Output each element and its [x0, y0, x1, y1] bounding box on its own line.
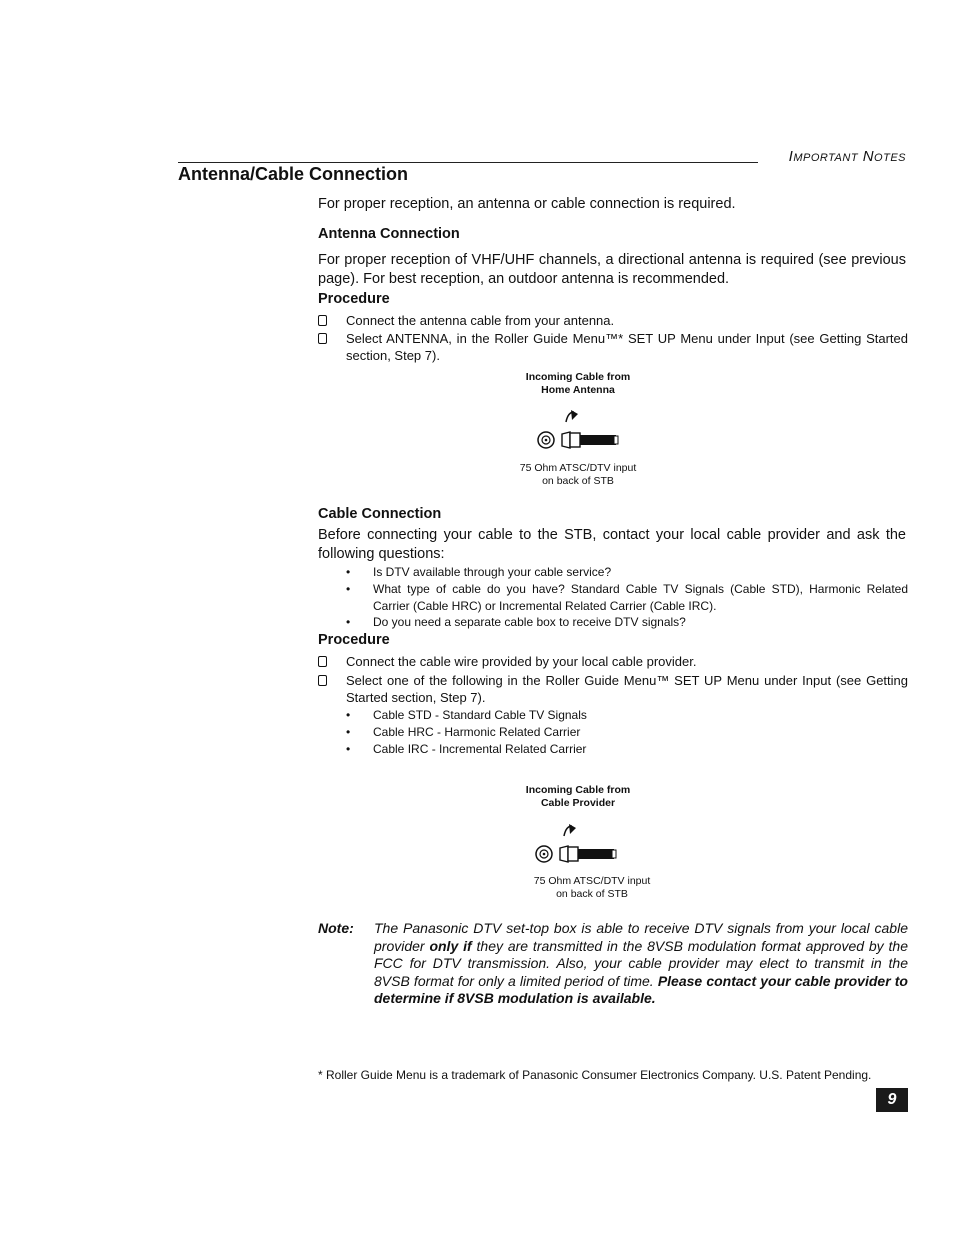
cable-procedure-heading: Procedure	[318, 632, 390, 648]
cable-option: • Cable HRC - Harmonic Related Carrier	[346, 725, 581, 739]
cable-heading: Cable Connection	[318, 506, 442, 522]
antenna-figure-caption: Incoming Cable from Home Antenna	[525, 371, 631, 396]
cable-question: • What type of cable do you have? Standard Cable TV Signals (Cable STD), Harmonic Related Carrier (Cable HRC) or Incremental Related Carrier (Cable IRC).	[346, 582, 908, 613]
antenna-heading: Antenna Connection	[318, 226, 460, 242]
cable-step: Connect the cable wire provided by your local cable provider.	[318, 653, 908, 670]
footnote: * Roller Guide Menu is a trademark of Panasonic Consumer Electronics Company. U.S. Patent Pending.	[318, 1068, 872, 1082]
note-text: The Panasonic DTV set-top box is able to receive DTV signals from your local cable provider only if they are transmitted in the 8VSB modulation format approved by the FCC for DTV transmission. Also, your cable provider may elect to transmit in the 8VSB format for only a limited period of time. Please contact your cable provider to determine if 8VSB modulation is available.	[374, 920, 909, 1006]
checkbox-icon	[318, 656, 327, 667]
checkbox-icon	[318, 333, 327, 344]
cable-figure-subcaption: 75 Ohm ATSC/DTV input on back of STB	[533, 875, 651, 900]
cable-option: • Cable IRC - Incremental Related Carrier	[346, 742, 587, 756]
cable-option: • Cable STD - Standard Cable TV Signals	[346, 708, 587, 722]
cable-figure-caption: Incoming Cable from Cable Provider	[525, 784, 631, 809]
coax-connector-icon	[532, 822, 622, 868]
antenna-step: Select ANTENNA, in the Roller Guide Menu™* SET UP Menu under Input (see Getting Started section, Step 7).	[318, 330, 908, 364]
cable-question: • Do you need a separate cable box to receive DTV signals?	[346, 615, 686, 629]
running-header: Important Notes	[788, 148, 906, 165]
antenna-procedure-heading: Procedure	[318, 291, 390, 307]
antenna-step: Connect the antenna cable from your antenna.	[318, 312, 908, 329]
page-number: 9	[876, 1088, 908, 1112]
checkbox-icon	[318, 315, 327, 326]
antenna-figure-subcaption: 75 Ohm ATSC/DTV input on back of STB	[519, 462, 637, 487]
page-title: Antenna/Cable Connection	[178, 164, 409, 184]
note-label: Note:	[318, 920, 354, 936]
coax-connector-icon	[534, 408, 624, 454]
checkbox-icon	[318, 675, 327, 686]
header-rule	[178, 162, 758, 163]
antenna-text: For proper reception of VHF/UHF channels, a directional antenna is required (see previous page). For best reception, an outdoor antenna is recommended.	[318, 252, 906, 287]
cable-question: • Is DTV available through your cable service?	[346, 565, 612, 579]
intro-text: For proper reception, an antenna or cable connection is required.	[318, 196, 736, 212]
cable-step: Select one of the following in the Roller Guide Menu™ SET UP Menu under Input (see Getting Started section, Step 7).	[318, 672, 908, 706]
cable-text: Before connecting your cable to the STB, contact your local cable provider and ask the following questions:	[318, 527, 906, 562]
